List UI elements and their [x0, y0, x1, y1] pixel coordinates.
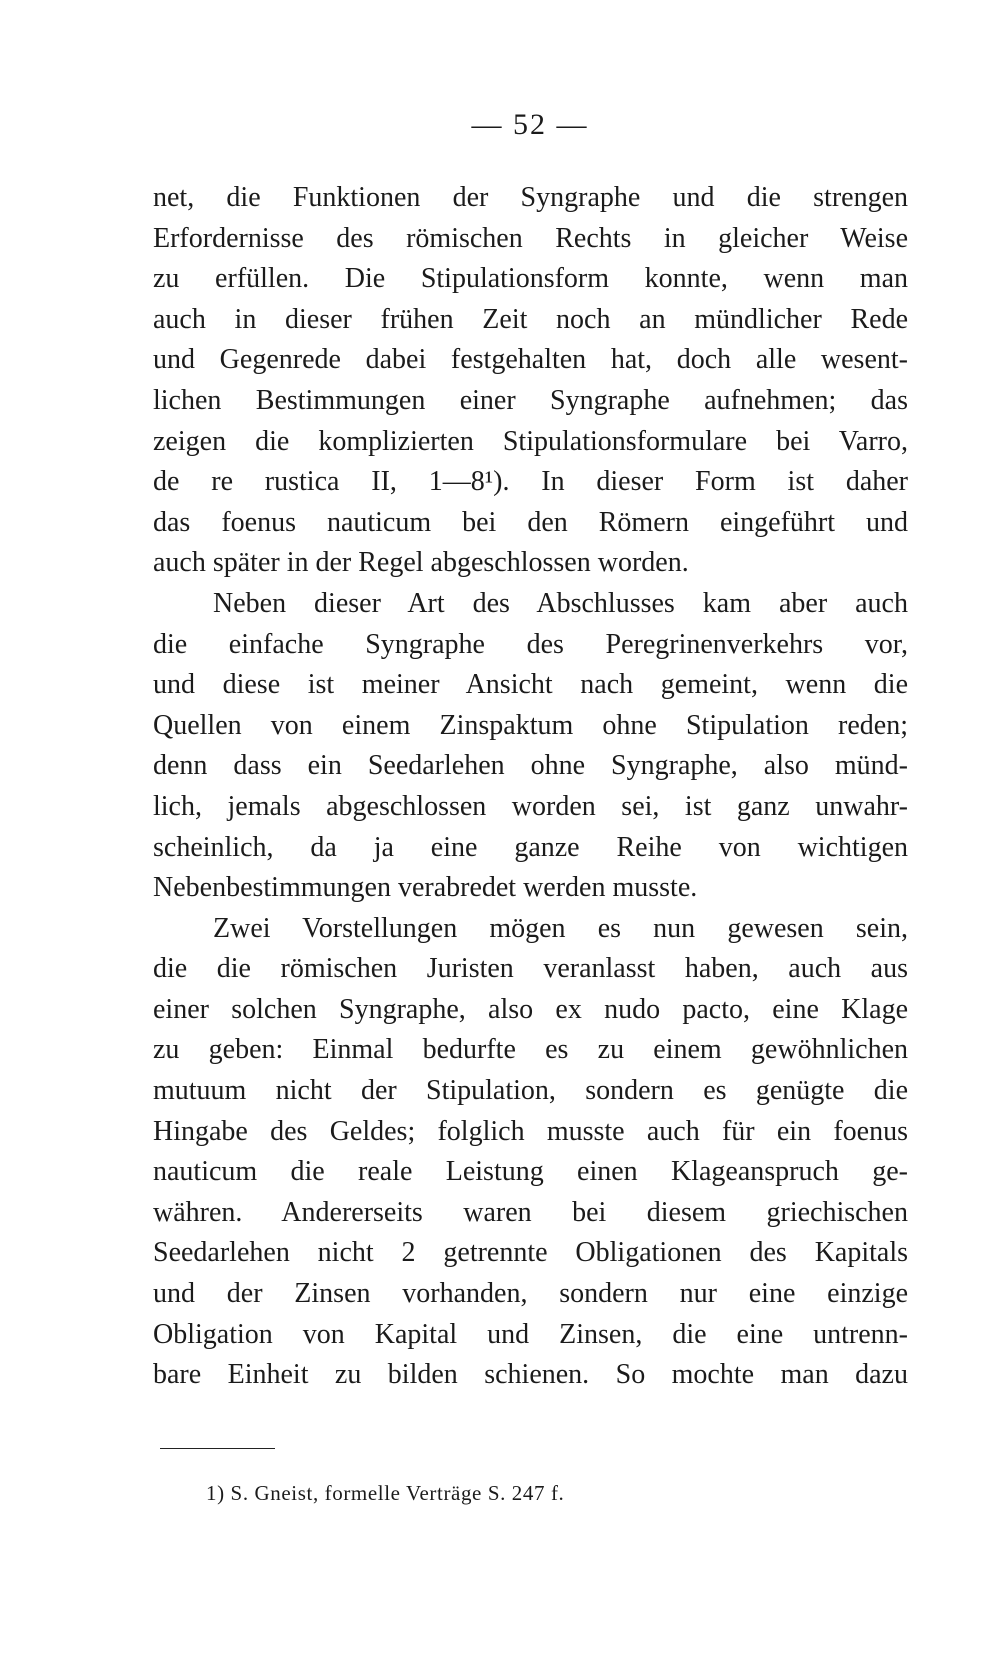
text-line: scheinlich, da ja eine ganze Reihe von wichtigen	[153, 831, 908, 863]
text-line: Obligation von Kapital und Zinsen, die eine untrenn-	[153, 1318, 908, 1350]
footnote: 1) S. Gneist, formelle Verträge S. 247 f.	[206, 1481, 565, 1505]
text-line: de re rustica II, 1—8¹). In dieser Form ist daher	[153, 466, 908, 498]
text-line: auch später in der Regel abgeschlossen worden.	[153, 547, 689, 579]
text-line: und Gegenrede dabei festgehalten hat, doch alle wesent-	[153, 344, 908, 376]
text-line: bare Einheit zu bilden schienen. So mochte man dazu	[153, 1359, 908, 1391]
text-line: lich, jemals abgeschlossen worden sei, ist ganz unwahr-	[153, 790, 908, 822]
footnote-divider	[160, 1448, 275, 1449]
text-line: einer solchen Syngraphe, also ex nudo pacto, eine Klage	[153, 993, 908, 1025]
text-line: net, die Funktionen der Syngraphe und die strengen	[153, 182, 908, 213]
text-line: Hingabe des Geldes; folglich musste auch für ein foenus	[153, 1115, 908, 1147]
text-line: lichen Bestimmungen einer Syngraphe aufnehmen; das	[153, 384, 908, 416]
text-line: Seedarlehen nicht 2 getrennte Obligationen des Kapitals	[153, 1237, 908, 1269]
text-line: nauticum die reale Leistung einen Klageanspruch ge-	[153, 1156, 908, 1188]
text-line: das foenus nauticum bei den Römern eingeführt und	[153, 506, 908, 538]
text-line: Zwei Vorstellungen mögen es nun gewesen sein,	[213, 912, 908, 944]
text-line: währen. Andererseits waren bei diesem griechischen	[153, 1196, 908, 1228]
text-line: denn dass ein Seedarlehen ohne Syngraphe, also münd-	[153, 750, 908, 782]
page-number: — 52 —	[471, 108, 589, 141]
text-line: die einfache Syngraphe des Peregrinenverkehrs vor,	[153, 628, 908, 660]
text-line: und diese ist meiner Ansicht nach gemeint, wenn die	[153, 669, 908, 701]
text-line: die die römischen Juristen veranlasst haben, auch aus	[153, 953, 908, 985]
text-line: Quellen von einem Zinspaktum ohne Stipulation reden;	[153, 709, 908, 741]
text-line: zu erfüllen. Die Stipulationsform konnte, wenn man	[153, 263, 908, 295]
text-line: auch in dieser frühen Zeit noch an mündlicher Rede	[153, 303, 908, 335]
text-line: mutuum nicht der Stipulation, sondern es genügte die	[153, 1075, 908, 1107]
text-line: Neben dieser Art des Abschlusses kam aber auch	[213, 587, 908, 619]
text-line: und der Zinsen vorhanden, sondern nur eine einzige	[153, 1278, 908, 1310]
text-line: Erfordernisse des römischen Rechts in gleicher Weise	[153, 222, 908, 254]
text-line: zu geben: Einmal bedurfte es zu einem gewöhnlichen	[153, 1034, 908, 1066]
body-text	[153, 178, 908, 1396]
text-line: zeigen die komplizierten Stipulationsformulare bei Varro,	[153, 425, 908, 457]
text-line: Nebenbestimmungen verabredet werden musste.	[153, 872, 698, 904]
